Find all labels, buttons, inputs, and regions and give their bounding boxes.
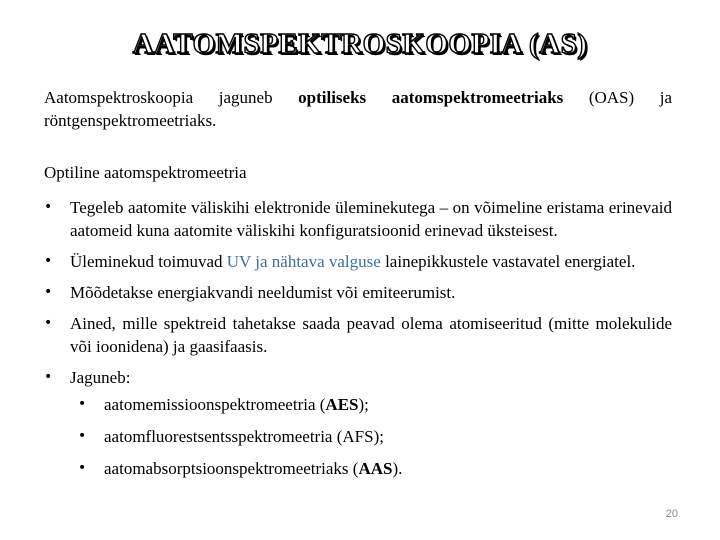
sub-bullet-text-end: ). (392, 459, 403, 478)
bullet-icon: • (44, 253, 53, 269)
bullet-icon: • (78, 396, 87, 412)
bullet-text: Ained, mille spektreid tahetakse saada peavad olema atomiseeritud (mitte molekulide või ioonidena) ja gaasifaasis. (70, 314, 672, 356)
slide-title: AATOMSPEKTROSKOOPIA (AS) (132, 28, 588, 60)
bullet-text-end: lainepikkustele vastavatel energiatel. (380, 252, 636, 271)
intro-text-end: (OAS) ja röntgenspektromeetriaks. (44, 88, 672, 130)
intro-paragraph (44, 86, 672, 132)
bullet-item (44, 250, 672, 273)
bullet-text: Jaguneb: (70, 368, 131, 387)
sub-bullet-item (70, 425, 672, 448)
intro-bold-term: optiliseks aatomspektromeetriaks (298, 88, 564, 107)
bullet-item (44, 312, 672, 358)
bullet-item (44, 366, 672, 480)
bullet-icon: • (44, 369, 53, 385)
sub-bullet-bold: AAS (358, 459, 393, 478)
sub-bullet-item (70, 393, 672, 416)
sub-bullet-text-end: ); (358, 395, 369, 414)
section-subheading: Optiline aatomspektromeetria (44, 163, 247, 182)
bullet-text: Mõõdetakse energiakvandi neeldumist või emiteerumist. (70, 283, 456, 302)
highlight-text: UV ja nähtava valguse (226, 252, 381, 271)
bullet-list (44, 196, 672, 489)
sub-bullet-text: aatomemissioonspektromeetria ( (104, 395, 326, 414)
sub-bullet-text: aatomfluorestsentsspektromeetria (AFS); (104, 427, 384, 446)
bullet-icon: • (78, 460, 87, 476)
sub-bullet-bold: AES (325, 395, 359, 414)
bullet-item (44, 196, 672, 242)
bullet-text: Üleminekud toimuvad (70, 252, 227, 271)
sub-bullet-text: aatomabsorptsioonspektromeetriaks ( (104, 459, 359, 478)
intro-text: Aatomspektroskoopia jaguneb (44, 88, 299, 107)
bullet-icon: • (44, 199, 53, 215)
sub-bullet-item (70, 457, 672, 480)
bullet-icon: • (78, 428, 87, 444)
sub-bullet-list (70, 393, 672, 480)
bullet-icon: • (44, 315, 53, 331)
bullet-item (44, 281, 672, 304)
bullet-icon: • (44, 284, 53, 300)
page-number: 20 (665, 508, 678, 520)
bullet-text: Tegeleb aatomite väliskihi elektronide üleminekutega – on võimeline eristama erinevaid aatomeid kuna aatomite väliskihi konfiguratsioonid erinevad üksteisest. (70, 198, 672, 240)
